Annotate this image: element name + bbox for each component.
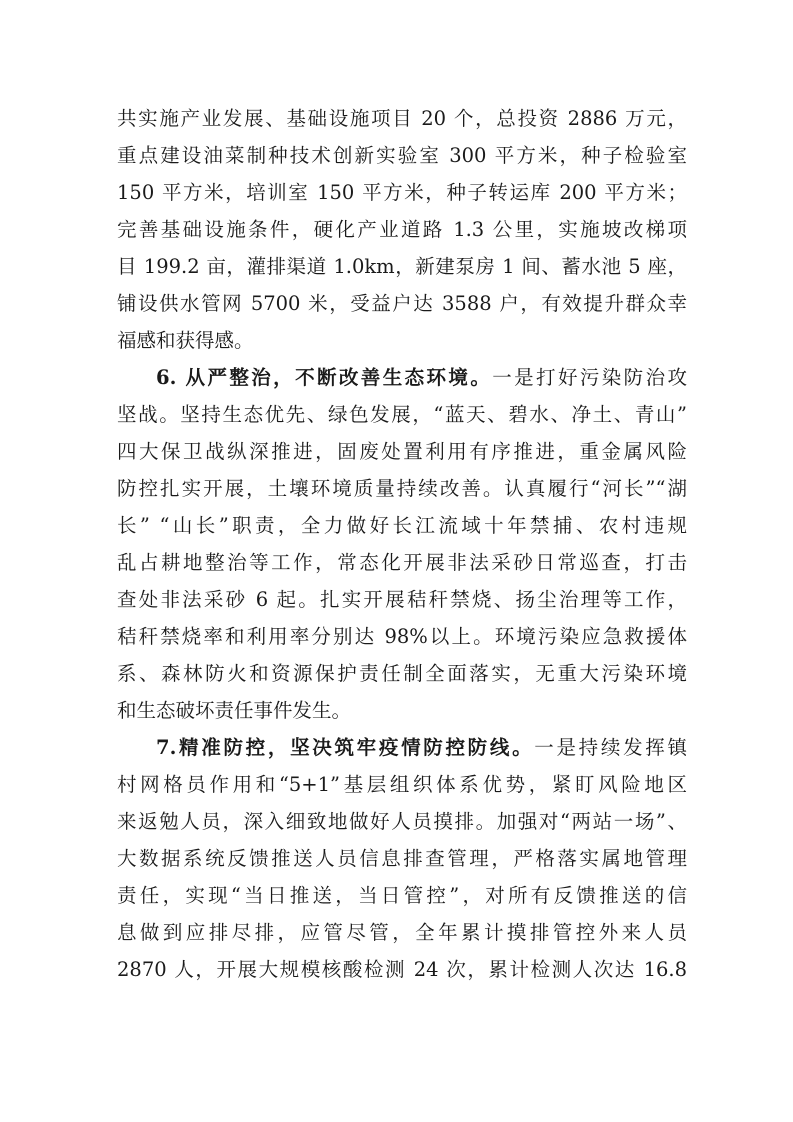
body-line: 系、森林防火和资源保护责任制全面落实，无重大污染环境 bbox=[117, 662, 687, 685]
body-line: 完善基础设施条件，硬化产业道路 1.3 公里，实施坡改梯项 bbox=[117, 218, 687, 241]
section-heading: 7.精准防控，坚决筑牢疫情防控防线。 bbox=[156, 736, 535, 759]
body-line: 铺设供水管网 5700 米，受益户达 3588 户，有效提升群众幸 bbox=[117, 292, 687, 315]
body-line: 长” “山长”职责，全力做好长江流域十年禁捕、农村违规 bbox=[117, 514, 687, 537]
document-body bbox=[117, 100, 687, 988]
body-line: 150 平方米，培训室 150 平方米，种子转运库 200 平方米； bbox=[117, 181, 687, 204]
body-line: 查处非法采砂 6 起。扎实开展秸秆禁烧、扬尘治理等工作， bbox=[117, 588, 687, 611]
body-line: 共实施产业发展、基础设施项目 20 个，总投资 2886 万元， bbox=[117, 107, 687, 130]
body-line: 息做到应排尽排，应管尽管，全年累计摸排管控外来人员 bbox=[117, 921, 687, 944]
body-line: 村网格员作用和“5+1”基层组织体系优势，紧盯风险地区 bbox=[117, 773, 687, 796]
body-line: 责任，实现“当日推送，当日管控”，对所有反馈推送的信 bbox=[117, 884, 687, 907]
body-line: 目 199.2 亩，灌排渠道 1.0km，新建泵房 1 间、蓄水池 5 座， bbox=[117, 255, 687, 278]
body-line: 重点建设油菜制种技术创新实验室 300 平方米，种子检验室 bbox=[117, 144, 687, 167]
body-text: 一是打好污染防治攻 bbox=[492, 366, 687, 389]
paragraph-first-line bbox=[117, 359, 687, 396]
body-line: 来返勉人员，深入细致地做好人员摸排。加强对“两站一场”、 bbox=[117, 810, 687, 833]
body-line: 2870 人，开展大规模核酸检测 24 次，累计检测人次达 16.8 bbox=[117, 958, 687, 981]
body-line: 大数据系统反馈推送人员信息排查管理，严格落实属地管理 bbox=[117, 847, 687, 870]
body-line: 四大保卫战纵深推进，固废处置利用有序推进，重金属风险 bbox=[117, 440, 687, 463]
body-line: 防控扎实开展，土壤环境质量持续改善。认真履行“河长”“湖 bbox=[117, 477, 687, 500]
body-line: 福感和获得感。 bbox=[117, 329, 254, 352]
body-line: 坚战。坚持生态优先、绿色发展，“蓝天、碧水、净土、青山” bbox=[117, 403, 687, 426]
section-heading: 6. 从严整治，不断改善生态环境。 bbox=[156, 366, 493, 389]
body-line: 秸秆禁烧率和利用率分别达 98%以上。环境污染应急救援体 bbox=[117, 625, 687, 648]
body-text: 一是持续发挥镇 bbox=[534, 736, 687, 759]
body-line: 乱占耕地整治等工作，常态化开展非法采砂日常巡查，打击 bbox=[117, 551, 687, 574]
body-line: 和生态破坏责任事件发生。 bbox=[117, 699, 352, 722]
paragraph-first-line bbox=[117, 729, 687, 766]
